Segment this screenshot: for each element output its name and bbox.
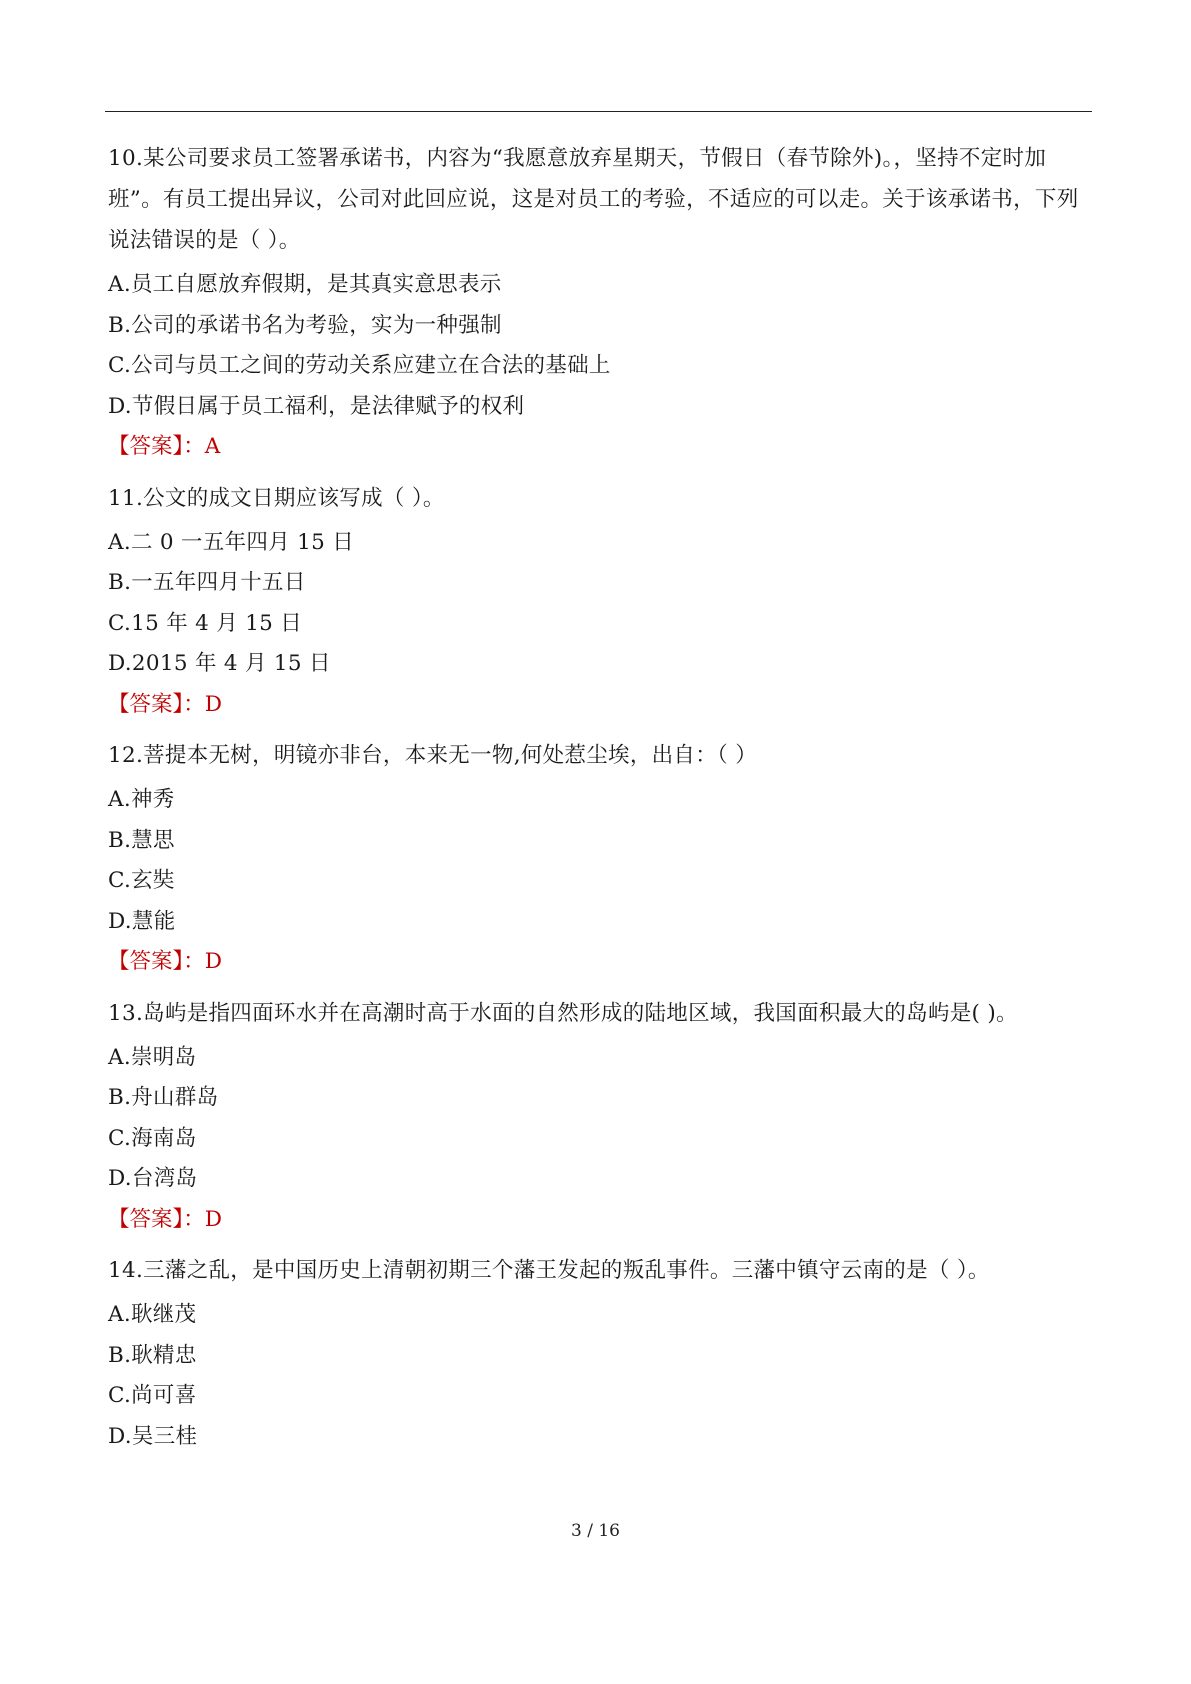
option-b: B.公司的承诺书名为考验，实为一种强制 [108, 312, 502, 338]
option-d: D.慧能 [108, 908, 176, 934]
answer-line [108, 942, 1093, 983]
option-list [108, 1295, 1093, 1457]
answer-line [108, 1200, 1093, 1241]
question-14 [108, 1250, 1093, 1457]
option-a: A.二 0 一五年四月 15 日 [108, 529, 355, 555]
option-d: D.节假日属于员工福利，是法律赋予的权利 [108, 393, 525, 419]
option-b: B.一五年四月十五日 [108, 570, 306, 595]
answer-line [108, 685, 1093, 726]
question-stem: 11.公文的成文日期应该写成（ ）。 [108, 485, 445, 511]
option-list [108, 780, 1093, 942]
header-rule [105, 111, 1092, 112]
page-number: 3 / 16 [571, 1521, 620, 1541]
option-b: B.慧思 [108, 827, 175, 853]
option-c: C.15 年 4 月 15 日 [108, 610, 303, 636]
question-12 [108, 735, 1093, 983]
question-stem: 10.某公司要求员工签署承诺书，内容为“我愿意放弃星期天，节假日（春节除外)。，坚持不定时加班”。有员工提出异议，公司对此回应说，这是对员工的考验，不适应的可以走。关于该承诺书，下列说法错误的是（ ）。 [108, 146, 1079, 253]
answer-value: D [204, 691, 223, 717]
answer-label: 【答案】： [108, 434, 205, 459]
option-d: D.吴三桂 [108, 1423, 198, 1449]
answer-value: D [204, 1206, 223, 1232]
option-b: B.舟山群岛 [108, 1085, 219, 1110]
option-c: C.公司与员工之间的劳动关系应建立在合法的基础上 [108, 353, 611, 378]
option-d: D.2015 年 4 月 15 日 [108, 651, 331, 676]
document-body [108, 138, 1093, 1457]
question-11 [108, 478, 1093, 726]
question-stem: 14.三藩之乱，是中国历史上清朝初期三个藩王发起的叛乱事件。三藩中镇守云南的是（ ）。 [108, 1258, 990, 1283]
option-list [108, 1038, 1093, 1200]
option-d: D.台湾岛 [108, 1166, 198, 1191]
answer-label: 【答案】： [108, 691, 205, 717]
option-a: A.员工自愿放弃假期，是其真实意思表示 [108, 272, 502, 297]
option-list [108, 265, 1093, 427]
answer-label: 【答案】： [108, 1206, 205, 1232]
answer-value: A [204, 434, 221, 459]
question-13 [108, 993, 1093, 1241]
option-b: B.耿精忠 [108, 1342, 197, 1368]
option-a: A.崇明岛 [108, 1044, 197, 1070]
answer-label: 【答案】： [108, 949, 205, 974]
option-a: A.神秀 [108, 787, 175, 812]
option-list [108, 523, 1093, 685]
option-a: A.耿继茂 [108, 1302, 197, 1327]
option-c: C.海南岛 [108, 1125, 197, 1151]
answer-value: D [204, 949, 223, 974]
question-stem: 12.菩提本无树，明镜亦非台，本来无一物,何处惹尘埃，出自：（ ） [108, 743, 758, 768]
question-10 [108, 138, 1093, 468]
answer-line [108, 427, 1093, 468]
option-c: C.玄奘 [108, 868, 175, 893]
option-c: C.尚可喜 [108, 1383, 197, 1408]
question-stem: 13.岛屿是指四面环水并在高潮时高于水面的自然形成的陆地区域，我国面积最大的岛屿是( )。 [108, 1000, 1018, 1026]
